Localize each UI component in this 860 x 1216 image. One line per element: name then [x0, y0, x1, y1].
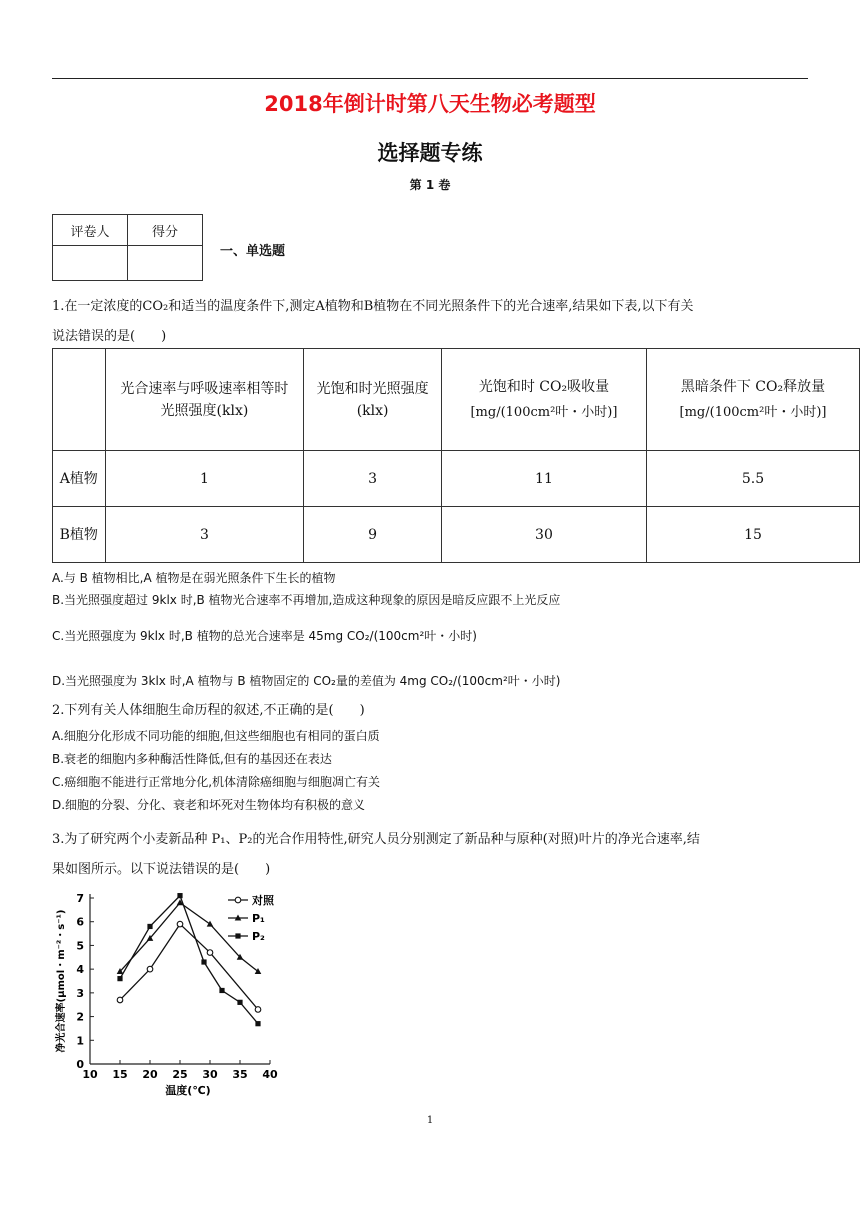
data-point [207, 950, 213, 956]
y-tick-label: 7 [76, 892, 84, 905]
header-text: 黑暗条件下 CO₂释放量 [680, 378, 826, 395]
data-point [147, 966, 153, 972]
legend-label: 对照 [252, 894, 274, 907]
row-label: A植物 [53, 451, 106, 507]
x-tick-label: 10 [82, 1068, 98, 1081]
page-subtitle: 选择题专练 [377, 141, 483, 165]
q1-option-c: C.当光照强度为 9klx 时,B 植物的总光合速率是 45mg CO₂/(100cm²叶・小时) [52, 629, 477, 643]
y-tick-label: 3 [76, 986, 84, 1000]
data-point [207, 921, 214, 927]
y-axis-title: 净光合速率(μmol・m⁻²・s⁻¹) [56, 909, 67, 1053]
page-number: 1 [426, 1115, 434, 1126]
table-cell: 11 [441, 451, 646, 507]
volume-label: 第 1 卷 [409, 178, 451, 192]
q3-stem-line2: 果如图所示。以下说法错误的是( ) [52, 862, 271, 877]
table-cell: 15 [647, 507, 860, 563]
data-point [235, 897, 241, 903]
table-cell: 9 [304, 507, 442, 563]
q1-stem-line2: 说法错误的是( ) [52, 329, 167, 344]
table-cell: 3 [105, 507, 304, 563]
q3-chart [52, 886, 292, 1098]
data-point [255, 1007, 261, 1013]
score-box [52, 214, 203, 281]
top-rule [52, 78, 808, 79]
q1-stem-line1: 1.在一定浓度的CO₂和适当的温度条件下,测定A植物和B植物在不同光照条件下的光合速率,结果如下表,以下有关 [52, 299, 694, 314]
data-point [177, 921, 183, 927]
y-tick-label: 4 [76, 963, 84, 977]
reviewer-cell [53, 246, 128, 281]
data-point [237, 1000, 242, 1005]
q2-stem: 2.下列有关人体细胞生命历程的叙述,不正确的是( ) [52, 703, 365, 718]
header-text: 光饱和时 CO₂吸收量 [478, 378, 610, 395]
section-heading: 一、单选题 [220, 244, 286, 259]
y-tick-label: 5 [76, 939, 84, 953]
data-point [201, 959, 206, 964]
header-cell: 光饱和时光照强度(klx) [304, 349, 442, 451]
header-unit: [mg/(100cm²叶・小时)] [470, 404, 618, 420]
q3-stem-line1: 3.为了研究两个小麦新品种 P₁、P₂的光合作用特性,研究人员分别测定了新品种与原种(对照)叶片的净光合速率,结 [52, 832, 700, 847]
data-point [117, 976, 122, 981]
y-tick-label: 1 [76, 1034, 84, 1048]
table-cell: 30 [441, 507, 646, 563]
x-tick-label: 35 [232, 1068, 248, 1081]
header-cell: 光合速率与呼吸速率相等时光照强度(klx) [105, 349, 304, 451]
header-unit: [mg/(100cm²叶・小时)] [679, 404, 827, 420]
q2-option-d: D.细胞的分裂、分化、衰老和坏死对生物体均有积极的意义 [52, 798, 366, 812]
q1-option-a: A.与 B 植物相比,A 植物是在弱光照条件下生长的植物 [52, 571, 336, 585]
x-tick-label: 30 [202, 1068, 218, 1081]
corner-cell [53, 349, 106, 451]
q2-option-b: B.衰老的细胞内多种酶活性降低,但有的基因还在表达 [52, 752, 332, 766]
table-cell: 5.5 [647, 451, 860, 507]
y-tick-label: 0 [76, 1058, 84, 1071]
row-label: B植物 [53, 507, 106, 563]
q1-option-b: B.当光照强度超过 9klx 时,B 植物光合速率不再增加,造成这种现象的原因是暗反应跟不上光反应 [52, 593, 561, 607]
y-tick-label: 6 [76, 915, 84, 929]
header-cell [441, 349, 646, 451]
x-tick-label: 40 [262, 1068, 278, 1081]
table-cell: 3 [304, 451, 442, 507]
data-point [235, 933, 240, 938]
q2-option-c: C.癌细胞不能进行正常地分化,机体清除癌细胞与细胞凋亡有关 [52, 775, 381, 789]
table-cell: 1 [105, 451, 304, 507]
header-cell [647, 349, 860, 451]
q1-option-d: D.当光照强度为 3klx 时,A 植物与 B 植物固定的 CO₂量的差值为 4mg CO₂/(100cm²叶・小时) [52, 674, 561, 688]
score-label: 得分 [128, 215, 203, 246]
q2-option-a: A.细胞分化形成不同功能的细胞,但这些细胞也有相同的蛋白质 [52, 729, 380, 743]
x-tick-label: 20 [142, 1068, 158, 1081]
data-point [117, 997, 123, 1003]
data-point [147, 924, 152, 929]
q1-table [52, 348, 860, 563]
legend-label: P₁ [252, 912, 265, 925]
page-title: 2018年倒计时第八天生物必考题型 [264, 92, 596, 116]
x-tick-label: 15 [112, 1068, 128, 1081]
data-point [177, 893, 182, 898]
x-axis-title: 温度(℃) [165, 1084, 211, 1097]
score-cell [128, 246, 203, 281]
x-tick-label: 25 [172, 1068, 188, 1081]
data-point [219, 988, 224, 993]
reviewer-label: 评卷人 [53, 215, 128, 246]
legend-label: P₂ [252, 930, 265, 943]
y-tick-label: 2 [76, 1010, 84, 1024]
data-point [255, 1021, 260, 1026]
